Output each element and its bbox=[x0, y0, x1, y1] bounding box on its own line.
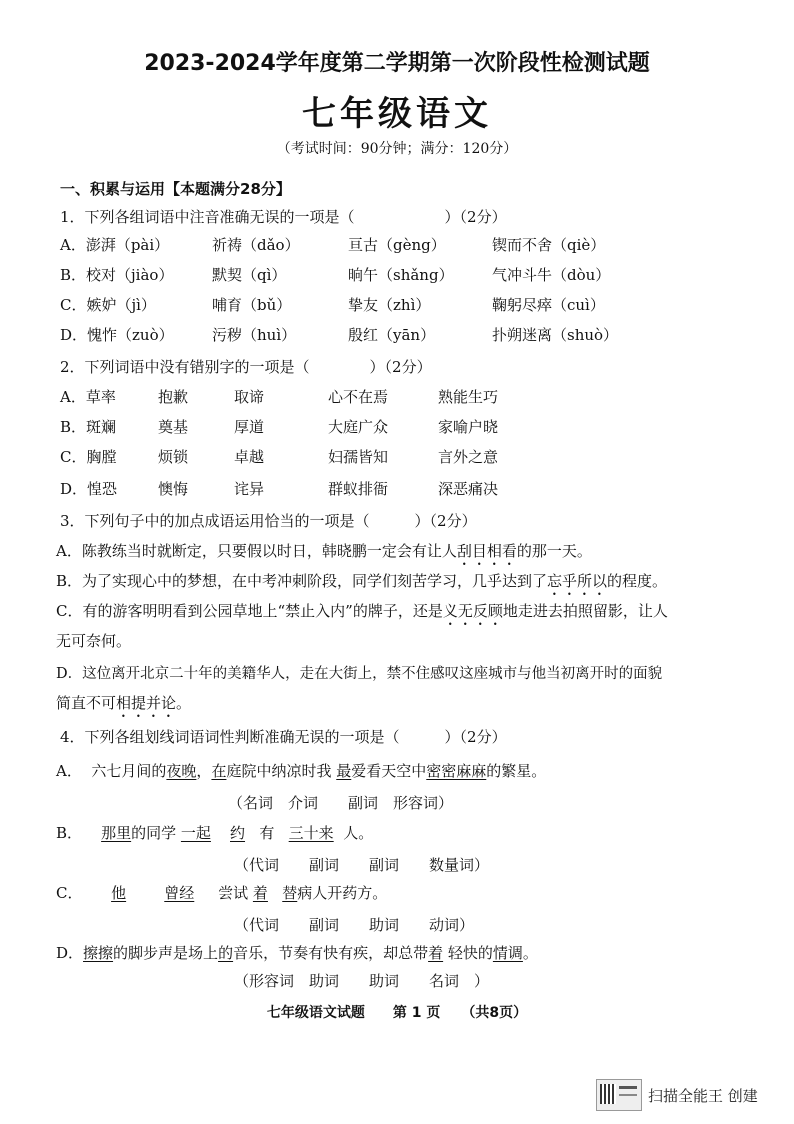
q1-a-word: 祈祷（dǎo） bbox=[212, 236, 300, 254]
q2-b-word: B．斑斓 bbox=[60, 418, 117, 436]
q4-b-label: B． bbox=[56, 824, 83, 842]
q2-stem: 2．下列词语中没有错别字的一项是（ ）（2分） bbox=[60, 358, 432, 376]
q2-d-word: 群蚁排衙 bbox=[328, 480, 389, 498]
q1-b-word: 默契（qì） bbox=[212, 266, 287, 284]
q1-d-word: D．愧怍（zuò） bbox=[60, 326, 174, 344]
q4-c-text: 病人开药方。 bbox=[297, 884, 388, 902]
q4-d-label: D． bbox=[56, 944, 84, 962]
exam-title: 2023-2024学年度第二学期第一次阶段性检测试题 bbox=[144, 51, 650, 76]
q4-c-underlined: 替 bbox=[282, 884, 298, 902]
q3-option-c bbox=[56, 600, 668, 629]
q3-d-idiom: 相提并论 bbox=[116, 694, 177, 712]
q2-b-word: 厚道 bbox=[234, 418, 265, 436]
q1-a-word: 亘古（gèng） bbox=[348, 236, 446, 254]
q4-b-underlined: 那里 bbox=[101, 824, 132, 842]
q3-b-text-end: 的程度。 bbox=[607, 572, 668, 590]
q2-a-word: 熟能生巧 bbox=[438, 388, 499, 406]
q1-c-word: 鞠躬尽瘁（cuì） bbox=[492, 296, 605, 314]
q2-b-word: 大庭广众 bbox=[328, 418, 389, 436]
q1-stem: 1．下列各组词语中注音准确无误的一项是（ ）（2分） bbox=[60, 208, 507, 226]
q3-c-text-end: 地走进去拍照留影，让人 bbox=[502, 602, 668, 620]
q4-a-text: 庭院中纳凉时我 bbox=[226, 762, 332, 780]
q4-b-underlined: 约 bbox=[230, 824, 246, 842]
q3-d-text-end: 。 bbox=[176, 694, 192, 712]
q1-a-word: A．澎湃（pài） bbox=[60, 236, 170, 254]
q2-c-word: 卓越 bbox=[234, 448, 265, 466]
q4-c-underlined: 曾经 bbox=[164, 884, 195, 902]
q3-a-text-end: 的那一天。 bbox=[516, 542, 592, 560]
q1-d-word: 殷红（yān） bbox=[348, 326, 436, 344]
q3-option-d: D．这位离开北京二十年的美籍华人，走在大街上，禁不住感叹这座城市与他当初离开时的面貌 bbox=[56, 666, 663, 682]
q4-b-underlined: 一起 bbox=[180, 824, 211, 842]
q3-b-idiom: 忘乎所以 bbox=[547, 572, 608, 590]
q4-c-text: 尝试 bbox=[218, 884, 249, 902]
q2-a-word: A．草率 bbox=[60, 388, 116, 406]
q3-a-idiom: 刮目相看 bbox=[456, 542, 517, 560]
q4-d-pos: （形容词 助词 助词 名词 ） bbox=[234, 972, 490, 990]
q4-stem: 4．下列各组划线词语词性判断准确无误的一项是（ ）（2分） bbox=[60, 728, 507, 746]
q3-c-text: C．有的游客明明看到公园草地上“禁止入内”的牌子，还是 bbox=[56, 602, 443, 620]
q4-a-text: 的繁星。 bbox=[486, 762, 547, 780]
q2-a-word: 抱歉 bbox=[158, 388, 189, 406]
q4-a-underlined: 密密麻麻 bbox=[426, 762, 487, 780]
page-footer: 七年级语文试题 第 1 页 （共8页） bbox=[266, 1005, 528, 1021]
q2-a-word: 心不在焉 bbox=[328, 388, 389, 406]
q4-a-label: A． bbox=[56, 762, 82, 780]
q4-d-underlined: 情调 bbox=[492, 944, 523, 962]
q4-option-d bbox=[56, 942, 538, 963]
q4-d-underlined: 擦擦 bbox=[83, 944, 114, 962]
q3-b-text: B．为了实现心中的梦想，在中考冲刺阶段，同学们刻苦学习，几乎达到了 bbox=[56, 572, 548, 590]
q4-a-pos: （名词 介词 副词 形容词） bbox=[228, 794, 454, 812]
q4-b-text: 有 bbox=[259, 824, 275, 842]
q1-a-word: 锲而不舍（qiè） bbox=[492, 236, 606, 254]
q4-a-underlined: 在 bbox=[211, 762, 227, 780]
q2-c-word: 妇孺皆知 bbox=[328, 448, 389, 466]
q4-c-pos: （代词 副词 助词 动词） bbox=[234, 916, 475, 934]
subject-title: 七年级语文 bbox=[302, 94, 492, 134]
q4-a-text: 六七月间的 bbox=[91, 762, 167, 780]
q1-b-word: B．校对（jiào） bbox=[60, 266, 174, 284]
q2-c-word: 言外之意 bbox=[438, 448, 499, 466]
q1-b-word: 气冲斗牛（dòu） bbox=[492, 266, 611, 284]
q2-b-word: 奠基 bbox=[158, 418, 189, 436]
q3-option-d-cont bbox=[56, 692, 191, 721]
q3-stem: 3．下列句子中的加点成语运用恰当的一项是（ ）（2分） bbox=[60, 512, 477, 530]
q3-option-a bbox=[56, 540, 592, 569]
watermark-text: 扫描全能王 创建 bbox=[648, 1086, 758, 1105]
q4-d-text: 轻快的 bbox=[447, 944, 493, 962]
q4-option-c bbox=[56, 882, 387, 903]
q1-d-word: 污秽（huì） bbox=[212, 326, 297, 344]
q3-a-text: A．陈教练当时就断定，只要假以时日，韩晓鹏一定会有让人 bbox=[56, 542, 457, 560]
q2-c-word: C．胸膛 bbox=[60, 448, 117, 466]
q3-d-text: 简直不可 bbox=[56, 694, 117, 712]
scanner-watermark bbox=[596, 1080, 758, 1110]
q4-d-text: 。 bbox=[522, 944, 538, 962]
q4-a-text: 爱看天空中 bbox=[351, 762, 427, 780]
q3-option-b bbox=[56, 570, 667, 599]
q4-a-text: ， bbox=[196, 762, 212, 780]
q4-a-underlined: 夜晚 bbox=[166, 762, 197, 780]
q2-a-word: 取谛 bbox=[234, 388, 265, 406]
q4-b-pos: （代词 副词 副词 数量词） bbox=[234, 856, 490, 874]
q2-d-word: 懊悔 bbox=[158, 480, 189, 498]
q2-c-word: 烦锁 bbox=[158, 448, 189, 466]
section-heading: 一、积累与运用【本题满分28分】 bbox=[60, 180, 291, 198]
q2-d-word: D．惶恐 bbox=[60, 480, 118, 498]
q3-c-idiom: 义无反顾 bbox=[442, 602, 503, 620]
q1-c-word: C．嫉妒（jì） bbox=[60, 296, 156, 314]
q4-d-underlined: 着 bbox=[428, 944, 444, 962]
exam-info: （考试时间：90分钟；满分：120分） bbox=[276, 141, 518, 157]
q4-a-underlined: 最 bbox=[336, 762, 352, 780]
q4-d-text: 音乐，节奏有快有疾，却总带 bbox=[233, 944, 429, 962]
q2-d-word: 深恶痛决 bbox=[438, 480, 499, 498]
q2-b-word: 家喻户晓 bbox=[438, 418, 499, 436]
q4-d-text: 的脚步声是场上 bbox=[113, 944, 219, 962]
q1-c-word: 哺育（bǔ） bbox=[212, 296, 292, 314]
q4-b-underlined: 三十来 bbox=[288, 824, 334, 842]
q4-b-text: 的同学 bbox=[131, 824, 177, 842]
q3-option-c-cont: 无可奈何。 bbox=[56, 632, 132, 650]
q2-d-word: 诧异 bbox=[234, 480, 265, 498]
camscanner-logo-icon bbox=[596, 1079, 642, 1111]
q1-c-word: 挚友（zhì） bbox=[348, 296, 431, 314]
q4-option-b bbox=[56, 822, 373, 843]
q4-option-a bbox=[56, 760, 546, 781]
q4-c-underlined: 他 bbox=[111, 884, 127, 902]
q1-d-word: 扑朔迷离（shuò） bbox=[492, 326, 619, 344]
q1-b-word: 晌午（shǎng） bbox=[348, 266, 454, 284]
q4-c-label: C． bbox=[56, 884, 83, 902]
q4-b-text: 人。 bbox=[343, 824, 374, 842]
q4-c-underlined: 着 bbox=[252, 884, 268, 902]
q4-d-underlined: 的 bbox=[218, 944, 234, 962]
